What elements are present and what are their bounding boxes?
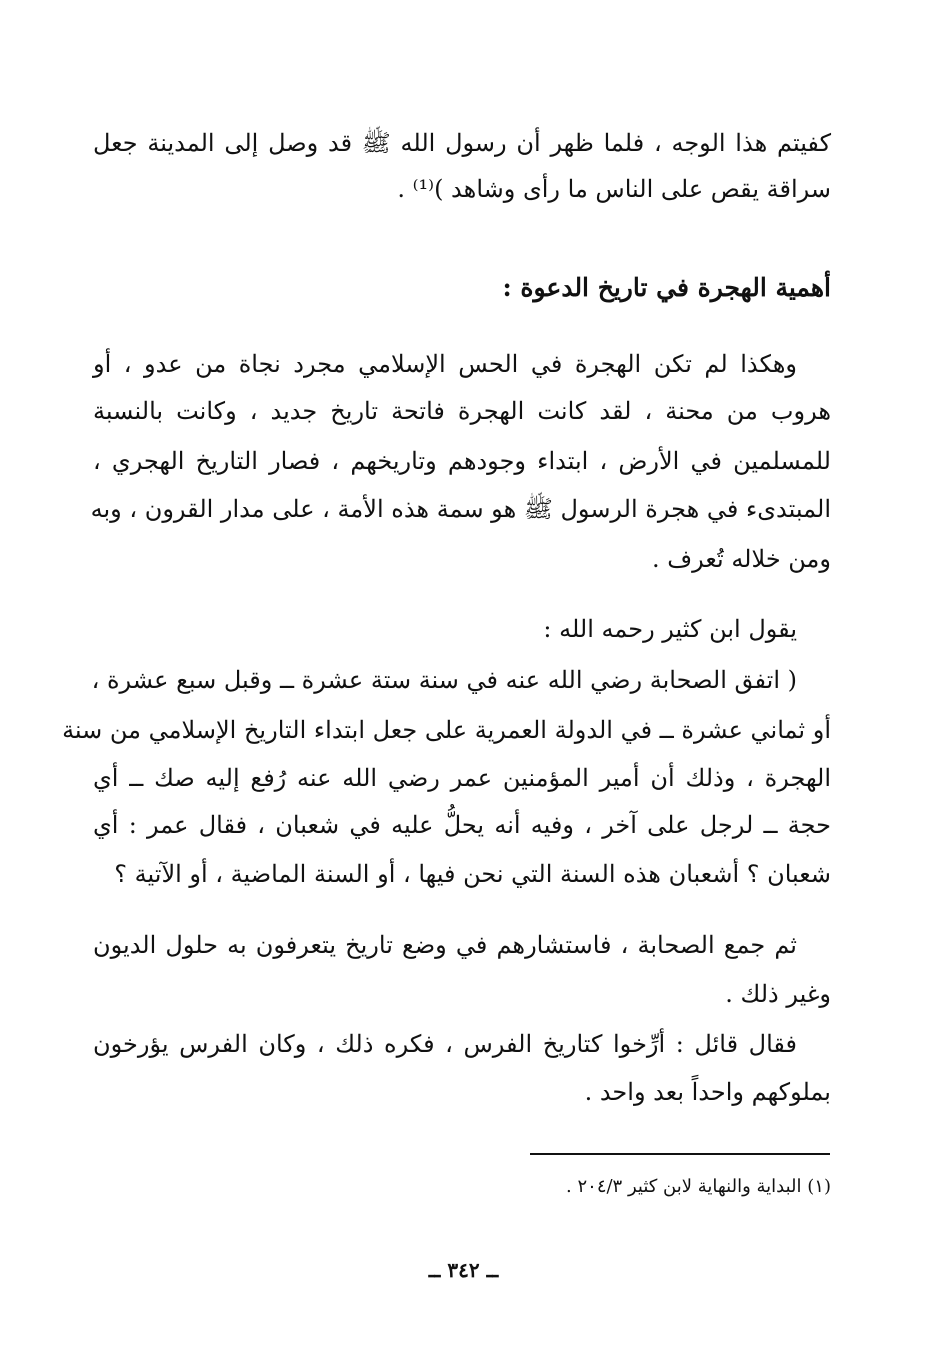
paragraph-1-line: ومن خلاله تُعرف .: [652, 545, 831, 573]
section-heading: أهمية الهجرة في تاريخ الدعوة :: [502, 273, 831, 302]
quote-intro: يقول ابن كثير رحمه الله :: [543, 615, 797, 643]
paragraph-1-line: للمسلمين في الأرض ، ابتداء وجودهم وتاريخهم ، فصار التاريخ الهجري ،: [93, 447, 831, 475]
footnote-divider: [530, 1153, 830, 1155]
quote-line: أو ثماني عشرة ــ في الدولة العمرية على جعل ابتداء التاريخ الإسلامي من سنة: [62, 716, 831, 744]
paragraph-2-line: وغير ذلك .: [725, 980, 831, 1008]
paragraph-3-line: فقال قائل : أرِّخوا كتاريخ الفرس ، فكره ذلك ، وكان الفرس يؤرخون: [93, 1030, 797, 1058]
paragraph-1-line: هروب من محنة ، لقد كانت الهجرة فاتحة تاريخ جديد ، وكانت بالنسبة: [93, 397, 831, 425]
paragraph-3-line: بملوكهم واحداً بعد واحد .: [584, 1078, 831, 1106]
paragraph-1-line: وهكذا لم تكن الهجرة في الحس الإسلامي مجرد نجاة من عدو ، أو: [93, 350, 797, 378]
page-number: ــ ٣٤٢ ــ: [428, 1258, 499, 1282]
paragraph-2-line: ثم جمع الصحابة ، فاستشارهم في وضع تاريخ يتعرفون به حلول الديون: [93, 931, 797, 959]
quote-line: الهجرة ، وذلك أن أمير المؤمنين عمر رضي الله عنه رُفع إليه صك ــ أي: [93, 764, 831, 792]
intro-line-2: سراقة يقص على الناس ما رأى وشاهد )⁽¹⁾ .: [397, 175, 831, 203]
quote-line: حجة ــ لرجل على آخر ، وفيه أنه يحلُّ عليه في شعبان ، فقال عمر : أي: [93, 811, 831, 839]
quote-line: ( اتفق الصحابة رضي الله عنه في سنة ستة عشرة ــ وقبل سبع عشرة ،: [91, 666, 797, 694]
intro-line-1: كفيتم هذا الوجه ، فلما ظهر أن رسول الله ﷺ قد وصل إلى المدينة جعل: [93, 129, 831, 157]
quote-line: شعبان ؟ أشعبان هذه السنة التي نحن فيها ، أو السنة الماضية ، أو الآتية ؟: [114, 860, 831, 888]
footnote: (١) البداية والنهاية لابن كثير ٢٠٤/٣ .: [566, 1176, 831, 1197]
paragraph-1-line: المبتدىء في هجرة الرسول ﷺ هو سمة هذه الأمة ، على مدار القرون ، وبه: [90, 495, 831, 523]
